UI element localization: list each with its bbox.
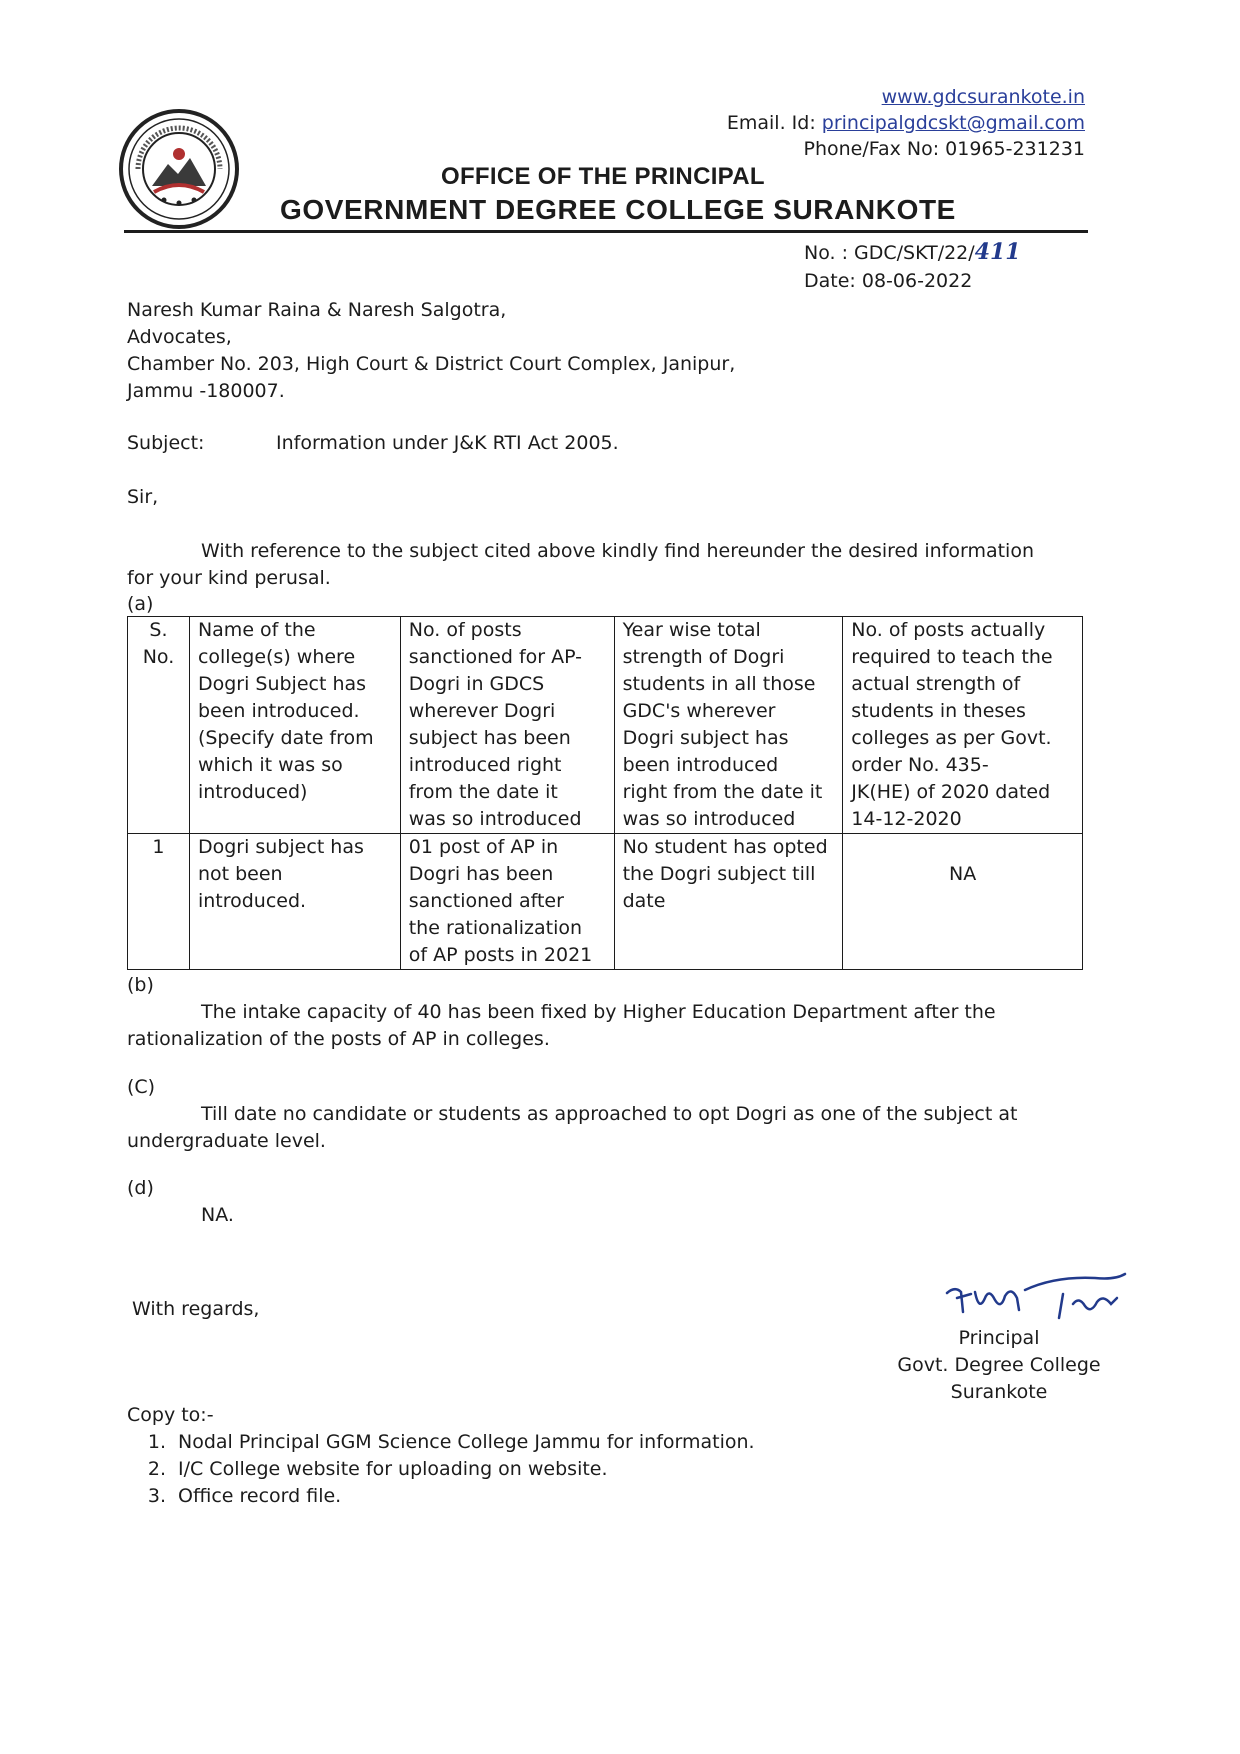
header-required: No. of posts actually required to teach the actual strength of students in theses colleges as per Govt. order No. 435- JK(HE) of 2020 dated 14-12-2020 <box>843 617 1083 834</box>
header-divider <box>124 230 1088 233</box>
phone-number: 01965-231231 <box>945 138 1085 160</box>
signature-block <box>884 1325 1114 1406</box>
header-college: Name of the college(s) where Dogri Subject has been introduced. (Specify date from which it was so introduced) <box>189 617 400 834</box>
intro-line-1: With reference to the subject cited above kindly find hereunder the desired information <box>201 540 1034 562</box>
header-sno: S. No. <box>128 617 190 834</box>
signature-org-line-1: Govt. Degree College <box>897 1354 1101 1376</box>
handwritten-signature-icon <box>945 1268 1145 1328</box>
table-header-row <box>128 617 1083 834</box>
list-item: 3. Office record file. <box>147 1485 342 1507</box>
reference-number: No. : GDC/SKT/22/ <box>804 242 975 264</box>
email-link[interactable]: principalgdcskt@gmail.com <box>821 112 1085 134</box>
section-c-line-1: Till date no candidate or students as approached to opt Dogri as one of the subject at <box>201 1103 1018 1125</box>
section-c-line-2: undergraduate level. <box>127 1130 326 1152</box>
college-seal-icon <box>118 108 240 230</box>
signature-org-line-2: Surankote <box>950 1381 1048 1403</box>
date-label: Date: <box>804 270 856 292</box>
table-row <box>128 834 1083 970</box>
salutation: Sir, <box>127 486 159 508</box>
information-table <box>127 616 1083 970</box>
copy-label: Copy to:- <box>127 1404 214 1426</box>
list-item: 2. I/C College website for uploading on website. <box>147 1458 608 1480</box>
addressee-block <box>127 297 735 405</box>
section-b-line-2: rationalization of the posts of AP in colleges. <box>127 1028 550 1050</box>
section-c-marker: (C) <box>127 1076 156 1098</box>
section-a-marker: (a) <box>127 593 154 615</box>
reference-handwritten-number: 411 <box>974 239 1021 265</box>
section-b-marker: (b) <box>127 974 154 996</box>
signature-title: Principal <box>958 1327 1040 1349</box>
contact-block <box>727 84 1085 162</box>
addressee-line: Advocates, <box>127 326 232 348</box>
section-b-line-1: The intake capacity of 40 has been fixed by Higher Education Department after the <box>201 1001 996 1023</box>
addressee-line: Jammu -180007. <box>127 380 285 402</box>
header-strength: Year wise total strength of Dogri students in all those GDC's wherever Dogri subject has been introduced right from the date it was so introduced <box>614 617 843 834</box>
copy-list <box>128 1429 755 1510</box>
office-title: OFFICE OF THE PRINCIPAL <box>441 163 765 190</box>
cell-required: NA <box>843 834 1083 970</box>
email-label: Email. Id: <box>726 112 816 134</box>
subject-label: Subject: <box>127 432 205 454</box>
cell-college: Dogri subject has not been introduced. <box>189 834 400 970</box>
cell-strength: No student has opted the Dogri subject till date <box>614 834 843 970</box>
intro-line-2: for your kind perusal. <box>127 567 331 589</box>
college-name: GOVERNMENT DEGREE COLLEGE SURANKOTE <box>280 194 956 225</box>
addressee-line: Chamber No. 203, High Court & District Court Complex, Janipur, <box>127 353 736 375</box>
cell-posts: 01 post of AP in Dogri has been sanctioned after the rationalization of AP posts in 2021 <box>400 834 614 970</box>
website-link[interactable]: www.gdcsurankote.in <box>881 86 1085 108</box>
cell-sno: 1 <box>128 834 190 970</box>
list-item: 1. Nodal Principal GGM Science College Jammu for information. <box>147 1431 755 1453</box>
subject-text: Information under J&K RTI Act 2005. <box>276 432 619 454</box>
header-posts: No. of posts sanctioned for AP- Dogri in GDCS wherever Dogri subject has been introduced right from the date it was so introduced <box>400 617 614 834</box>
addressee-line: Naresh Kumar Raina & Naresh Salgotra, <box>127 299 507 321</box>
reference-block <box>804 238 1021 295</box>
section-d-marker: (d) <box>127 1177 154 1199</box>
phone-label: Phone/Fax No: <box>803 138 940 160</box>
closing: With regards, <box>132 1298 260 1320</box>
letter-date: 08-06-2022 <box>861 270 973 292</box>
section-d-text: NA. <box>201 1204 234 1226</box>
